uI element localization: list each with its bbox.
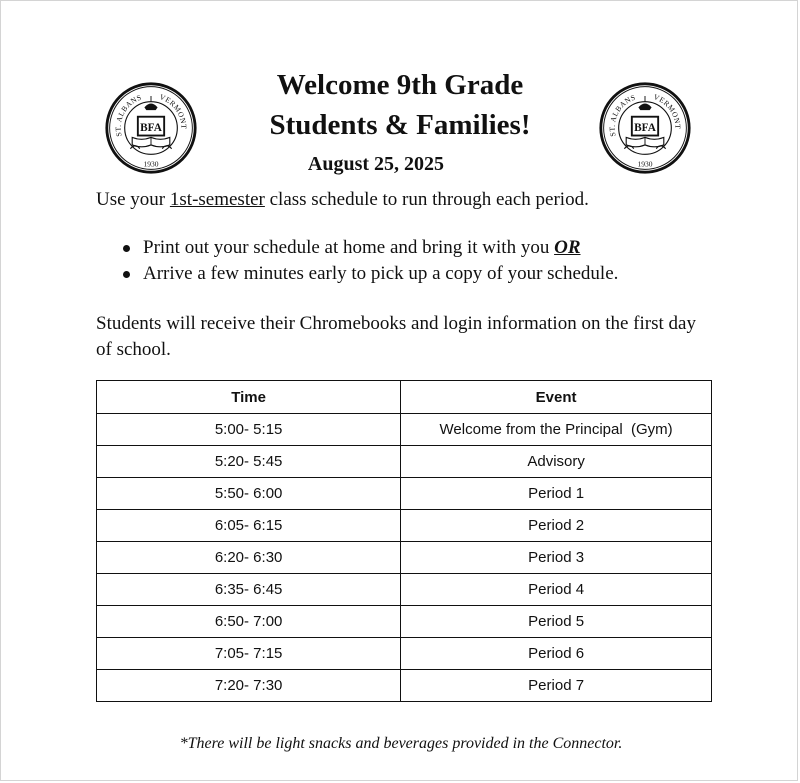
title-line-1: Welcome 9th Grade [276, 69, 524, 101]
column-header-event: Event [401, 381, 712, 414]
svg-text:VERMONT: VERMONT [158, 92, 189, 130]
intro-after: class schedule to run through each period. [264, 189, 589, 210]
bullet-1-text: Print out your schedule at home and bring it with you [143, 237, 555, 258]
svg-text:ST. ALBANS: ST. ALBANS [113, 92, 143, 138]
time-cell: 7:05- 7:15 [97, 638, 401, 670]
event-cell: Period 4 [401, 574, 712, 606]
time-cell: 5:00- 5:15 [97, 414, 401, 446]
bullet-2-text: Arrive a few minutes early to pick up a copy of your schedule. [143, 263, 619, 284]
svg-text:ST. ALBANS: ST. ALBANS [607, 92, 637, 138]
svg-text:VERMONT: VERMONT [652, 92, 683, 130]
event-cell: Period 7 [401, 670, 712, 702]
event-cell: Period 2 [401, 510, 712, 542]
event-cell: Advisory [401, 446, 712, 478]
table-row [97, 478, 712, 510]
table-row [97, 638, 712, 670]
svg-text:1930: 1930 [143, 159, 159, 169]
time-cell: 5:50- 6:00 [97, 478, 401, 510]
svg-text:BFA: BFA [634, 121, 656, 134]
column-header-time: Time [97, 381, 401, 414]
time-cell: 6:05- 6:15 [97, 510, 401, 542]
intro-before: Use your [96, 189, 170, 210]
time-cell: 7:20- 7:30 [97, 670, 401, 702]
event-cell: Period 1 [401, 478, 712, 510]
intro-text [96, 187, 589, 213]
event-cell: Period 6 [401, 638, 712, 670]
intro-underlined: 1st-semester [169, 189, 265, 210]
time-cell: 5:20- 5:45 [97, 446, 401, 478]
event-cell: Period 3 [401, 542, 712, 574]
table-row [97, 670, 712, 702]
bullet-icon [123, 245, 130, 252]
table-header-row [97, 381, 712, 414]
title-line-2: Students & Families! [269, 109, 531, 141]
bullet-icon [123, 271, 130, 278]
event-cell: Period 5 [401, 606, 712, 638]
time-cell: 6:35- 6:45 [97, 574, 401, 606]
event-cell: Welcome from the Principal (Gym) [401, 414, 712, 446]
list-item [96, 261, 618, 287]
chromebook-note: Students will receive their Chromebooks and login information on the first day of school. [96, 313, 696, 360]
table-row [97, 414, 712, 446]
time-cell: 6:50- 7:00 [97, 606, 401, 638]
bullet-1-emphasis: OR [554, 237, 581, 258]
event-date: August 25, 2025 [307, 153, 445, 175]
schedule-table [96, 380, 712, 702]
svg-text:1930: 1930 [637, 159, 653, 169]
list-item [96, 235, 618, 261]
svg-text:BFA: BFA [140, 121, 162, 134]
table-row [97, 510, 712, 542]
table-row [97, 574, 712, 606]
table-row [97, 446, 712, 478]
instructions-list [96, 235, 618, 287]
table-row [97, 606, 712, 638]
time-cell: 6:20- 6:30 [97, 542, 401, 574]
page-title [1, 65, 799, 145]
footnote: *There will be light snacks and beverages provided in the Connector. [179, 735, 623, 752]
table-row [97, 542, 712, 574]
